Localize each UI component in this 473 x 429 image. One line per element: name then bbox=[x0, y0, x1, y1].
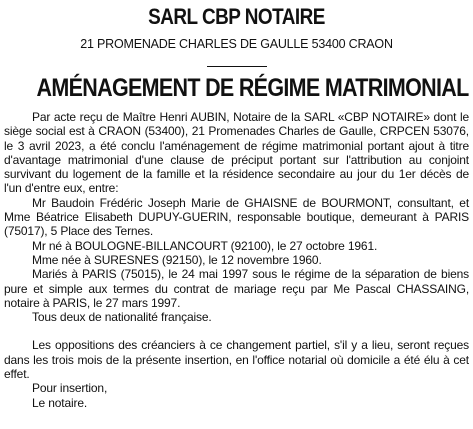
paragraph-wife-birth: Mme née à SURESNES (92150), le 12 novembre 1960. bbox=[32, 252, 322, 267]
separator-rule bbox=[207, 66, 267, 67]
company-name: SARL CBP NOTAIRE bbox=[148, 4, 325, 29]
paragraph-marriage: Mariés à PARIS (75015), le 24 mai 1997 sous le régime de la séparation de biens pure et simple aux termes du contrat de mariage reçu par Me Pascal CHASSAING, notaire à PARIS, le 27 mars 1997. bbox=[4, 267, 469, 310]
paragraph-nationality: Tous deux de nationalité française. bbox=[32, 310, 212, 325]
paragraph-insertion: Pour insertion, bbox=[32, 381, 108, 396]
paragraph-parties: Mr Baudoin Frédéric Joseph Marie de GHAISNE de BOURMONT, consultant, et Mme Béatrice Elisabeth DUPUY-GUERIN, responsable boutique, demeurant à PARIS (75017), 5 Place des Ternes. bbox=[4, 195, 469, 239]
paragraph-husband-birth: Mr né à BOULOGNE-BILLANCOURT (92100), le 27 octobre 1961. bbox=[32, 238, 378, 253]
paragraph-intro: Par acte reçu de Maître Henri AUBIN, Notaire de la SARL «CBP NOTAIRE» dont le siège social est à CRAON (53400), 21 Promenades Charles de Gaulle, CRPCEN 53076, le 3 avril 2023, a été conclu l'aménagement de régime matrimonial portant ajout à titre d'avantage matrimonial d'une clause de préciput portant sur l'attribution au conjoint survivant du logement de la famille et la résidence secondaire au jour du 1er décès de l'un d'entre eux, entre: bbox=[4, 110, 469, 196]
paragraph-oppositions: Les oppositions des créanciers à ce changement partiel, s'il y a lieu, seront reçues dans les trois mois de la présente insertion, en l'office notarial où domicile a été élu à cet effet. bbox=[4, 338, 469, 382]
paragraph-signature: Le notaire. bbox=[32, 395, 88, 410]
company-address: 21 PROMENADE CHARLES DE GAULLE 53400 CRAON bbox=[80, 37, 393, 51]
notice-body bbox=[4, 110, 469, 410]
notice-title: AMÉNAGEMENT DE RÉGIME MATRIMONIAL bbox=[36, 74, 469, 102]
